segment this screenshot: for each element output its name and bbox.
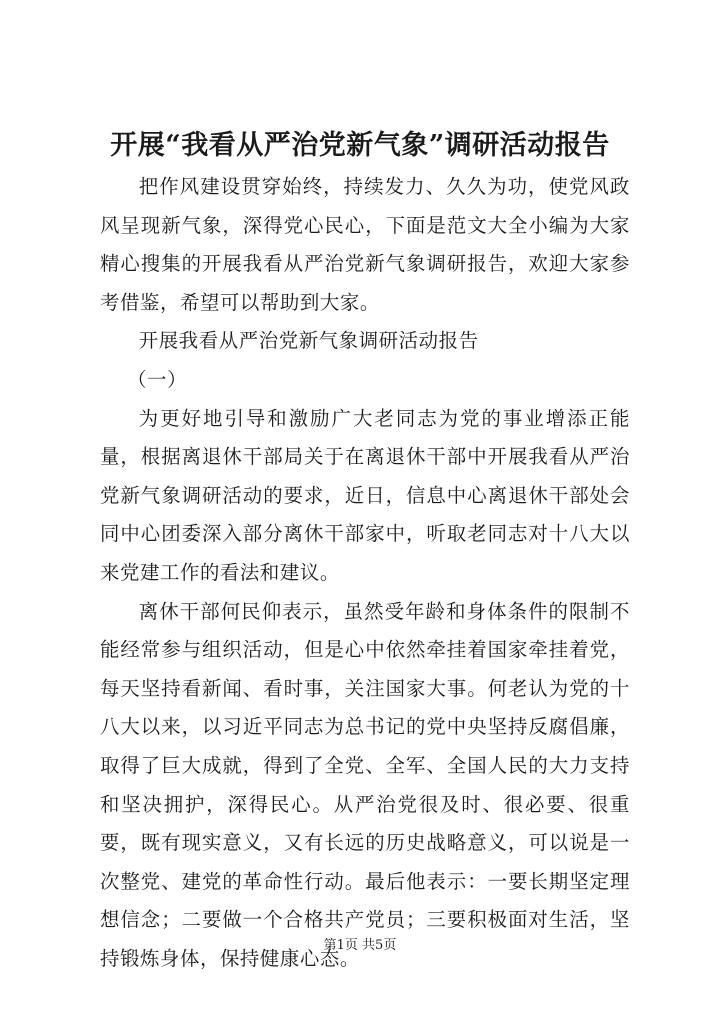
document-title: 开展“我看从严治党新气象”调研活动报告: [110, 130, 610, 161]
intro-paragraph: 把作风建设贯穿始终，持续发力、久久为功，使党风政风呈现新气象，深得党心民心，下面是范文大全小编为大家精心搜集的开展我看从严治党新气象调研报告，欢迎大家参考借鉴，希望可以帮助到大家。: [100, 175, 630, 314]
body-paragraph: 为更好地引导和激励广大老同志为党的事业增添正能量，根据离退休干部局关于在离退休干部中开展我看从严治党新气象调研活动的要求，近日，信息中心离退休干部处会同中心团委深入部分离休干部家中，听取老同志对十八大以来党建工作的看法和建议。: [100, 406, 630, 584]
page-footer: 第1页 共5页: [323, 938, 397, 953]
document-body: [100, 168, 630, 978]
section-number: （一）: [127, 367, 188, 391]
body-paragraph: 离休干部何民仰表示，虽然受年龄和身体条件的限制不能经常参与组织活动，但是心中依然牵挂着国家牵挂着党，每天坚持看新闻、看时事，关注国家大事。何老认为党的十八大以来，以习近平同志为总书记的党中央坚持反腐倡廉，取得了巨大成就，得到了全党、全军、全国人民的大力支持和坚决拥护，深得民心。从严治党很及时、很必要、很重要，既有现实意义，又有长远的历史战略意义，可以说是一次整党、建党的革命性行动。最后他表示：一要长期坚定理想信念；二要做一个合格共产党员；三要积极面对生活，坚持锻炼身体，保持健康心态。: [100, 599, 630, 970]
report-subtitle: 开展我看从严治党新气象调研活动报告: [138, 329, 479, 353]
